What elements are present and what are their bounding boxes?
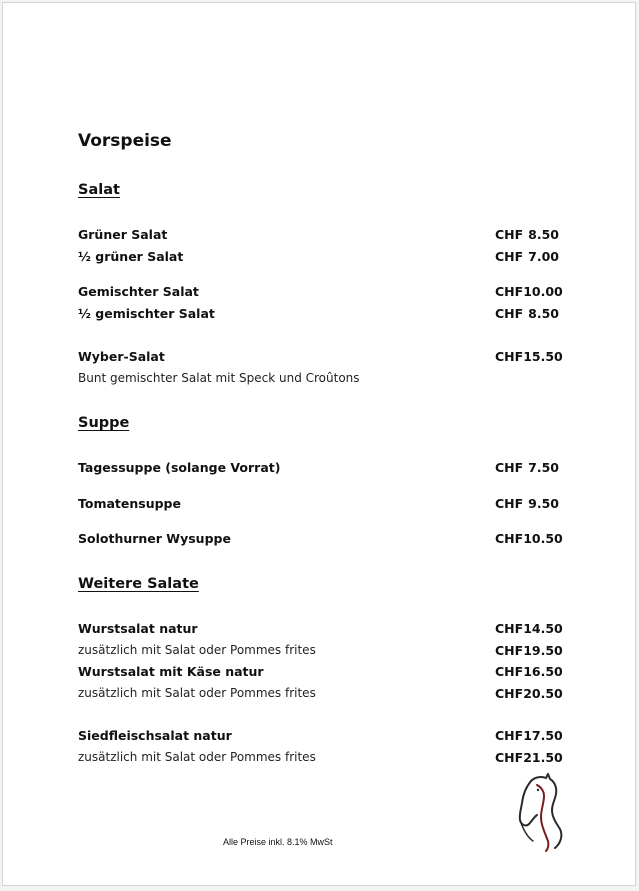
section-heading-weitere-salate: Weitere Salate: [78, 576, 199, 592]
currency-label: CHF: [495, 460, 524, 475]
menu-item-name: Wurstsalat natur: [78, 621, 198, 636]
menu-item-name: Tagessuppe (solange Vorrat): [78, 460, 281, 475]
menu-item-price: [495, 284, 563, 299]
currency-label: CHF: [495, 621, 524, 636]
horse-head-logo-icon: [517, 773, 565, 853]
menu-item-price: [495, 460, 559, 475]
price-amount: 9.50: [528, 496, 559, 511]
price-amount: 16.50: [523, 664, 563, 679]
currency-label: CHF: [495, 686, 524, 701]
menu-item-price: [495, 531, 563, 546]
menu-item-price: [495, 249, 559, 264]
currency-label: CHF: [495, 284, 524, 299]
menu-item-name: Tomatensuppe: [78, 496, 181, 511]
price-amount: 8.50: [528, 227, 559, 242]
currency-label: CHF: [495, 227, 524, 242]
menu-item-price: [495, 306, 559, 321]
menu-item-price: [495, 686, 563, 701]
menu-item-price: [495, 349, 563, 364]
menu-page: [2, 2, 636, 886]
menu-item-price: [495, 621, 563, 636]
menu-item-description: Bunt gemischter Salat mit Speck und Croûtons: [78, 371, 360, 385]
price-amount: 20.50: [523, 686, 563, 701]
menu-item-price: [495, 728, 563, 743]
menu-item-price: [495, 750, 563, 765]
price-amount: 10.00: [523, 284, 563, 299]
section-heading-salat: Salat: [78, 182, 120, 198]
menu-item-price: [495, 496, 559, 511]
price-amount: 7.50: [528, 460, 559, 475]
price-amount: 17.50: [523, 728, 563, 743]
currency-label: CHF: [495, 249, 524, 264]
price-amount: 10.50: [523, 531, 563, 546]
currency-label: CHF: [495, 306, 524, 321]
menu-item-name: Wurstsalat mit Käse natur: [78, 664, 264, 679]
currency-label: CHF: [495, 664, 524, 679]
price-amount: 8.50: [528, 306, 559, 321]
menu-item-name: Solothurner Wysuppe: [78, 531, 231, 546]
menu-item-variant: zusätzlich mit Salat oder Pommes frites: [78, 686, 316, 700]
price-amount: 19.50: [523, 643, 563, 658]
menu-item-name: Siedfleischsalat natur: [78, 728, 232, 743]
price-amount: 15.50: [523, 349, 563, 364]
menu-item-price: [495, 643, 563, 658]
currency-label: CHF: [495, 531, 524, 546]
section-heading-suppe: Suppe: [78, 415, 130, 431]
menu-item-name: Wyber-Salat: [78, 349, 165, 364]
currency-label: CHF: [495, 349, 524, 364]
page-title: Vorspeise: [78, 131, 172, 151]
currency-label: CHF: [495, 496, 524, 511]
currency-label: CHF: [495, 728, 524, 743]
price-footnote: Alle Preise inkl. 8.1% MwSt: [223, 837, 333, 847]
menu-item-variant: zusätzlich mit Salat oder Pommes frites: [78, 643, 316, 657]
price-amount: 14.50: [523, 621, 563, 636]
menu-item-price: [495, 664, 563, 679]
menu-item-name: Gemischter Salat: [78, 284, 199, 299]
currency-label: CHF: [495, 750, 524, 765]
price-amount: 21.50: [523, 750, 563, 765]
menu-item-price: [495, 227, 559, 242]
menu-item-variant: zusätzlich mit Salat oder Pommes frites: [78, 750, 316, 764]
menu-item-name: Grüner Salat: [78, 227, 168, 242]
currency-label: CHF: [495, 643, 524, 658]
price-amount: 7.00: [528, 249, 559, 264]
menu-item-name: ½ grüner Salat: [78, 249, 184, 264]
menu-item-name: ½ gemischter Salat: [78, 306, 215, 321]
